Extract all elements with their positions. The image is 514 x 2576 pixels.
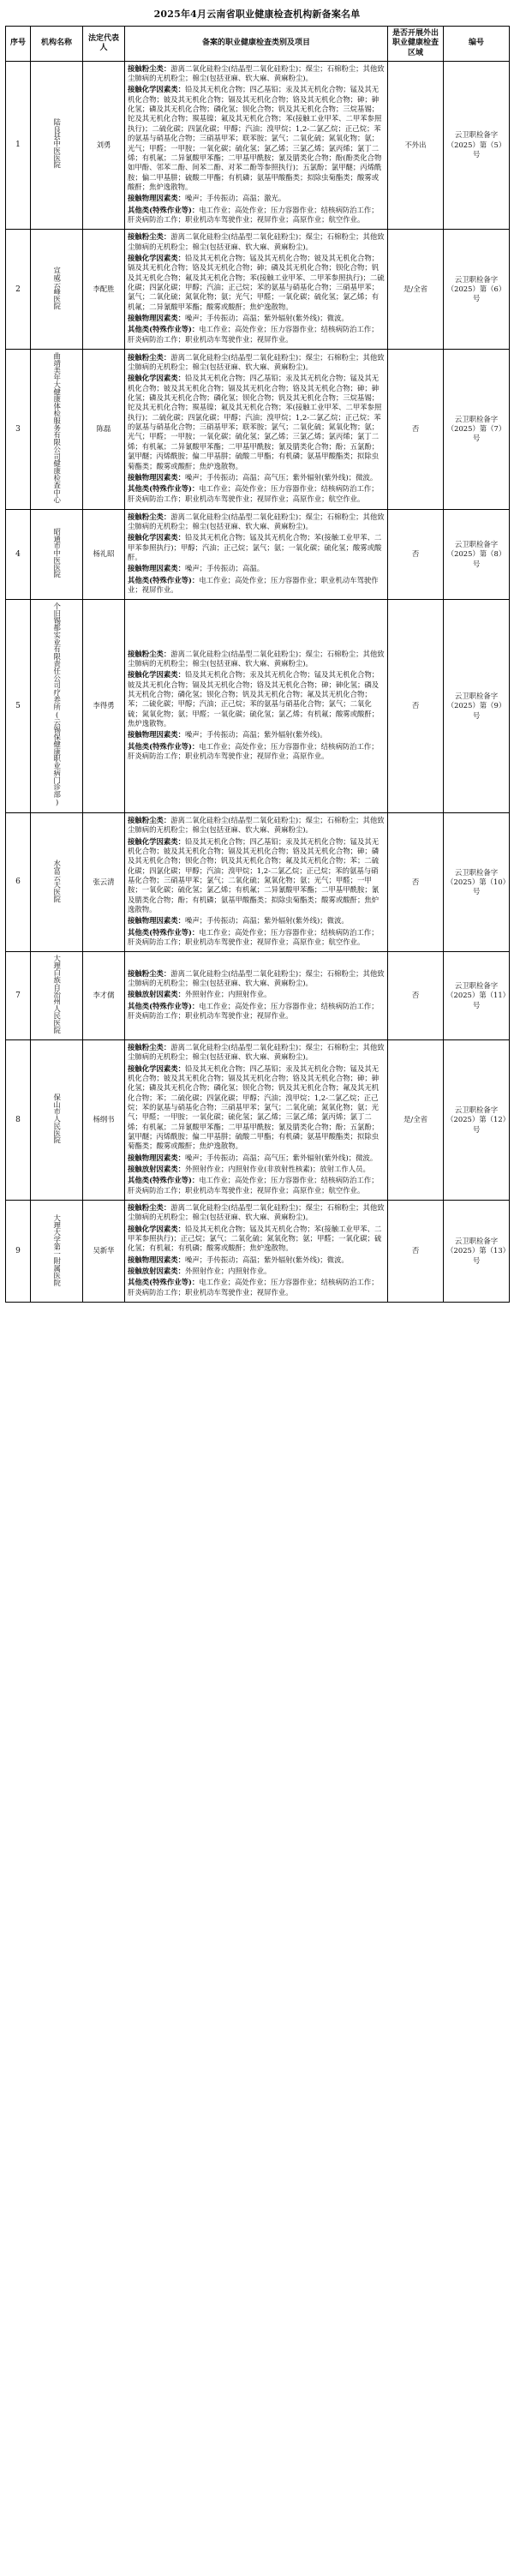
table-row bbox=[6, 350, 510, 510]
org-name: 大理大学第一附属医院 bbox=[52, 1213, 62, 1286]
item-text: 铅及其无机化合物；汞及其无机化合物；锰及其无机化合物；铍及其无机化合物；镉及其无机化合物；铬及其无机化合物；砷；砷化氢；磷及其无机化合物；磷化氢；钡化合物；钒及其无机化合物；氟及其无机化合物；苯；二硫化碳；甲醇；汽油；正己烷；苯的氨基与硝基化合物；氯气；二氧化硫；氮氧化物；氨；甲醛；一氧化碳；硫化氢；氯乙烯；有机氟；酸雾或酸酐；焦炉逸散物。 bbox=[128, 670, 380, 728]
row-org bbox=[31, 509, 83, 600]
document-title: 2025年4月云南省职业健康检查机构新备案名单 bbox=[153, 9, 361, 20]
table-row bbox=[6, 1201, 510, 1303]
item-text: 游离二氧化硅粉尘(结晶型二氧化硅粉尘)；煤尘；石棉粉尘；其他致尘肺病的无机粉尘；棉尘(包括亚麻、软大麻、黄麻粉尘)。 bbox=[128, 63, 385, 83]
table-row bbox=[6, 600, 510, 812]
item-label: 其他类(特殊作业等)： bbox=[128, 484, 200, 494]
item-paragraph bbox=[128, 232, 385, 252]
item-paragraph bbox=[128, 1278, 385, 1297]
row-items bbox=[125, 61, 388, 230]
row-seq: 5 bbox=[6, 600, 31, 812]
row-number: 云卫职检备字（2025）第（6）号 bbox=[444, 230, 510, 350]
item-text: 电工作业；高处作业；压力容器作业；结核病防治工作；肝炎病防治工作；职业机动车驾驶作业；视屏作业；高原作业；航空作业。 bbox=[128, 205, 379, 224]
row-rep: 李配胜 bbox=[83, 230, 125, 350]
item-label: 接触粉尘类： bbox=[128, 232, 171, 242]
item-label: 接触物理因素类： bbox=[128, 916, 185, 926]
item-text: 噪声；手传振动；高温；高气压；紫外辐射(紫外线)；微波。 bbox=[185, 1153, 378, 1162]
item-label: 接触粉尘类： bbox=[128, 1203, 171, 1213]
item-label: 接触物理因素类： bbox=[128, 314, 185, 322]
item-label: 接触物理因素类： bbox=[128, 1255, 185, 1264]
item-label: 接触放射因素类： bbox=[128, 990, 185, 999]
item-text: 铅及其无机化合物；四乙基铅；汞及其无机化合物；锰及其无机化合物；铍及其无机化合物；镉及其无机化合物；铬及其无机化合物；砷；磷及其无机化合物；钡化合物；钒及其无机化合物；氟及其无机化合物；苯；二硫化碳；四氯化碳；甲醇；汽油；溴甲烷；1,2-二氯乙烷；正己烷；苯的氨基与硝基化合物；三硝基甲苯；氯气；二氧化硫；氮氧化物；氨；光气；甲醛；一甲胺；一氧化碳；硫化氢；氯乙烯；有机氟；二异氰酸甲苯酯；二甲基甲酰胺；氰及腈类化合物；酚；有机磷；氨基甲酸酯类；拟除虫菊酯类；酸雾或酸酐；焦炉逸散物。 bbox=[128, 836, 380, 914]
row-org bbox=[31, 1039, 83, 1200]
item-label: 接触粉尘类： bbox=[128, 512, 171, 521]
row-cross: 否 bbox=[388, 812, 444, 951]
row-number: 云卫职检备字（2025）第（12）号 bbox=[444, 1039, 510, 1200]
item-paragraph bbox=[128, 325, 385, 344]
row-seq: 9 bbox=[6, 1201, 31, 1303]
row-seq: 1 bbox=[6, 61, 31, 230]
item-text: 铅及其无机化合物；锰及其无机化合物；苯(接触工业甲苯、二甲苯参照执行)；正己烷；氯气；二氧化硫；氮氧化物；氨；甲醛；一氧化碳；硫化氢；有机氟；有机磷；酸雾或酸酐；焦炉逸散物。 bbox=[128, 1224, 382, 1253]
row-cross: 是/全省 bbox=[388, 1039, 444, 1200]
item-paragraph bbox=[128, 484, 385, 504]
item-text: 电工作业；高处作业；压力容器作业；结核病防治工作；肝炎病防治工作；职业机动车驾驶作业；视屏作业。 bbox=[128, 1278, 379, 1297]
row-items bbox=[125, 230, 388, 350]
row-number: 云卫职检备字（2025）第（5）号 bbox=[444, 61, 510, 230]
item-paragraph bbox=[128, 564, 385, 573]
item-text: 游离二氧化硅粉尘(结晶型二氧化硅粉尘)；煤尘；石棉粉尘；其他致尘肺病的无机粉尘；棉尘(包括亚麻、软大麻、黄麻粉尘)。 bbox=[128, 512, 385, 530]
item-text: 电工作业；高处作业；压力容器作业；结核病防治工作；肝炎病防治工作；职业机动车驾驶作业；视屏作业；高原作业；航空作业。 bbox=[128, 1176, 379, 1195]
item-label: 接触放射因素类： bbox=[128, 1165, 185, 1174]
row-number: 云卫职检备字（2025）第（9）号 bbox=[444, 600, 510, 812]
item-text: 铅及其无机化合物；锰及其无机化合物；铍及其无机化合物；镉及其无机化合物；铬及其无机化合物；砷；磷及其无机化合物；钡化合物；钒及其无机化合物；氟及其无机化合物；苯(接触工业甲苯、二甲苯参照执行)；二硫化碳；四氯化碳；甲醇；汽油；正己烷；苯的氨基与硝基化合物；三硝基甲苯；氯气；二氧化硫；氮氧化物；氨；光气；甲醛；一氧化碳；硫化氢；氯乙烯；有机氟；二异氰酸甲苯酯；酸雾或酸酐；焦炉逸散物。 bbox=[128, 253, 385, 311]
item-label: 其他类(特殊作业等)： bbox=[128, 325, 200, 334]
item-label: 接触物理因素类： bbox=[128, 194, 185, 203]
row-items bbox=[125, 350, 388, 510]
row-org bbox=[31, 1201, 83, 1303]
item-paragraph bbox=[128, 512, 385, 532]
item-paragraph bbox=[128, 670, 385, 728]
item-label: 接触粉尘类： bbox=[128, 352, 171, 362]
item-text: 噪声；手传振动；高温；紫外辐射(紫外线)；微波。 bbox=[185, 314, 349, 322]
row-rep: 杨纲书 bbox=[83, 1039, 125, 1200]
item-text: 噪声；手传振动；高温；紫外辐射(紫外线)。 bbox=[185, 730, 327, 740]
item-paragraph bbox=[128, 816, 385, 836]
item-text: 电工作业；高处作业；压力容器作业；结核病防治工作；肝炎病防治工作；职业机动车驾驶作业；视屏作业；高原作业；航空作业。 bbox=[128, 484, 379, 503]
org-name: 曲靖美年大健康体检服务有限公司健康检查中心 bbox=[52, 352, 62, 504]
item-text: 噪声；手传振动；高温；紫外辐射(紫外线)；微波。 bbox=[185, 1255, 349, 1264]
item-paragraph bbox=[128, 64, 385, 84]
item-label: 其他类(特殊作业等)： bbox=[128, 205, 200, 214]
item-text: 游离二氧化硅粉尘(结晶型二氧化硅粉尘)；煤尘；石棉粉尘；其他致尘肺病的无机粉尘；棉尘(包括亚麻、软大麻、黄麻粉尘)。 bbox=[128, 352, 385, 372]
table-row bbox=[6, 952, 510, 1040]
table-row bbox=[6, 1039, 510, 1200]
row-number: 云卫职检备字（2025）第（11）号 bbox=[444, 952, 510, 1040]
item-text: 游离二氧化硅粉尘(结晶型二氧化硅粉尘)；煤尘；石棉粉尘；其他致尘肺病的无机粉尘；棉尘(包括亚麻、软大麻、黄麻粉尘)。 bbox=[128, 1042, 385, 1062]
item-label: 其他类(特殊作业等)： bbox=[128, 575, 200, 584]
item-text: 游离二氧化硅粉尘(结晶型二氧化硅粉尘)；煤尘；石棉粉尘；其他致尘肺病的无机粉尘；棉尘(包括亚麻、软大麻、黄麻粉尘)。 bbox=[128, 649, 385, 668]
item-label: 其他类(特殊作业等)： bbox=[128, 1176, 200, 1185]
item-text: 噪声；手传振动；高温。 bbox=[185, 564, 265, 573]
header-row bbox=[6, 27, 510, 62]
item-label: 接触化学因素类： bbox=[128, 533, 185, 542]
row-rep: 刘勇 bbox=[83, 61, 125, 230]
org-name: 昭通市中医医院 bbox=[52, 527, 62, 578]
row-number: 云卫职检备字（2025）第（8）号 bbox=[444, 509, 510, 600]
item-paragraph bbox=[128, 1176, 385, 1195]
row-cross: 是/全省 bbox=[388, 230, 444, 350]
item-paragraph bbox=[128, 730, 385, 740]
item-paragraph bbox=[128, 1255, 385, 1265]
row-rep: 李才儒 bbox=[83, 952, 125, 1040]
item-text: 电工作业；高处作业；压力容器作业；职业机动车驾驶作业；视屏作业。 bbox=[128, 575, 379, 594]
item-text: 游离二氧化硅粉尘(结晶型二氧化硅粉尘)；煤尘；石棉粉尘；其他致尘肺病的无机粉尘；棉尘(包括亚麻、软大麻、黄麻粉尘)。 bbox=[128, 1203, 385, 1222]
row-cross: 不外出 bbox=[388, 61, 444, 230]
item-label: 接触化学因素类： bbox=[128, 836, 185, 846]
row-cross: 否 bbox=[388, 350, 444, 510]
item-paragraph bbox=[128, 1267, 385, 1276]
item-label: 接触放射因素类： bbox=[128, 1267, 185, 1276]
item-paragraph bbox=[128, 206, 385, 225]
row-org bbox=[31, 230, 83, 350]
item-paragraph bbox=[128, 254, 385, 312]
table-row bbox=[6, 61, 510, 230]
row-rep: 吴新华 bbox=[83, 1201, 125, 1303]
item-label: 接触粉尘类： bbox=[128, 63, 171, 73]
item-text: 铅及其无机化合物；锰及其无机化合物；苯(接触工业甲苯、二甲苯参照执行)；甲醇；汽油；正己烷；氯气；氨；一氧化碳；硫化氢；酸雾或酸酐。 bbox=[128, 533, 382, 561]
table-header bbox=[6, 27, 510, 62]
item-text: 噪声；手传振动；高温；高气压；紫外辐射(紫外线)；微波。 bbox=[185, 472, 378, 482]
row-number: 云卫职检备字（2025）第（10）号 bbox=[444, 812, 510, 951]
header-rep: 法定代表人 bbox=[83, 27, 125, 62]
item-label: 接触化学因素类： bbox=[128, 1063, 185, 1073]
item-text: 噪声；手传振动；高温；紫外辐射(紫外线)；微波。 bbox=[185, 916, 349, 926]
item-text: 电工作业；高处作业；压力容器作业；结核病防治工作；肝炎病防治工作；职业机动车驾驶作业；视屏作业。 bbox=[128, 325, 379, 344]
item-text: 游离二氧化硅粉尘(结晶型二氧化硅粉尘)；煤尘；石棉粉尘；其他致尘肺病的无机粉尘；棉尘(包括亚麻、软大麻、黄麻粉尘)。 bbox=[128, 968, 385, 988]
table-body bbox=[6, 61, 510, 1302]
row-seq: 6 bbox=[6, 812, 31, 951]
row-seq: 3 bbox=[6, 350, 31, 510]
row-rep: 张云清 bbox=[83, 812, 125, 951]
row-items bbox=[125, 600, 388, 812]
item-paragraph bbox=[128, 1043, 385, 1063]
row-seq: 4 bbox=[6, 509, 31, 600]
org-name: 宣威云峰医院 bbox=[52, 266, 62, 310]
item-label: 其他类(特殊作业等)： bbox=[128, 927, 200, 937]
item-text: 电工作业；高处作业；压力容器作业；结核病防治工作；肝炎病防治工作；职业机动车驾驶作业；视屏作业；高原作业。 bbox=[128, 741, 379, 761]
item-label: 接触物理因素类： bbox=[128, 472, 185, 482]
row-items bbox=[125, 1201, 388, 1303]
row-items bbox=[125, 509, 388, 600]
item-paragraph bbox=[128, 1225, 385, 1254]
header-seq: 序号 bbox=[6, 27, 31, 62]
row-org bbox=[31, 350, 83, 510]
row-cross: 否 bbox=[388, 600, 444, 812]
item-text: 铅及其无机化合物；四乙基铅；汞及其无机化合物；锰及其无机化合物；铍及其无机化合物；镉及其无机化合物；铬及其无机化合物；砷；砷化氢；磷及其无机化合物；磷化氢；钡化合物；钒及其无机化合物；三烷基锡；铊及其无机化合物；羰基镍；氟及其无机化合物；苯(接触工业甲苯、二甲苯参照执行)；二硫化碳；四氯化碳；甲醇；汽油；溴甲烷；1,2-二氯乙烷；正己烷；苯的氨基与硝基化合物；三硝基甲苯；联苯胺；氯气；二氧化硫；氮氧化物；氨；光气；甲醛；一甲胺；一氧化碳；硫化氢；氯乙烯；三氯乙烯；氯丙烯；氯丁二烯；有机氟；二异氰酸甲苯酯；二甲基甲酰胺；氰及腈类化合物；酚(酚类化合物如甲酚、邻苯二酚、间苯二酚、对苯二酚等参照执行)；五氯酚；氯甲醚；丙烯酰胺；偏二甲基肼；硫酸二甲酯；有机磷；氨基甲酸酯类；拟除虫菊酯类；酸雾或酸酐；焦炉逸散物。 bbox=[128, 85, 382, 191]
item-label: 接触粉尘类： bbox=[128, 649, 171, 658]
item-label: 接触物理因素类： bbox=[128, 1153, 185, 1162]
row-org bbox=[31, 61, 83, 230]
item-label: 接触化学因素类： bbox=[128, 85, 185, 94]
item-text: 铅及其无机化合物；四乙基铅；汞及其无机化合物；锰及其无机化合物；铍及其无机化合物；镉及其无机化合物；铬及其无机化合物；砷；砷化氢；磷及其无机化合物；磷化氢；钡化合物；钒及其无机化合物；三烷基锡；铊及其无机化合物；羰基镍；氟及其无机化合物；苯(接触工业甲苯、二甲苯参照执行)；二硫化碳；四氯化碳；甲醇；汽油；溴甲烷；1,2-二氯乙烷；正己烷；苯的氨基与硝基化合物；三硝基甲苯；联苯胺；氯气；二氧化硫；氮氧化物；氨；光气；甲醛；一甲胺；一氧化碳；硫化氢；氯乙烯；三氯乙烯；氯丙烯；氯丁二烯；有机氟；二异氰酸甲苯酯；二甲基甲酰胺；氰及腈类化合物；酚；五氯酚；氯甲醚；丙烯酰胺；偏二甲基肼；硫酸二甲酯；有机磷；氨基甲酸酯类；拟除虫菊酯类；酸雾或酸酐；焦炉逸散物。 bbox=[128, 374, 382, 470]
item-paragraph bbox=[128, 742, 385, 762]
item-text: 游离二氧化硅粉尘(结晶型二氧化硅粉尘)；煤尘；石棉粉尘；其他致尘肺病的无机粉尘；棉尘(包括亚麻、软大麻、黄麻粉尘)。 bbox=[128, 815, 385, 835]
row-rep: 陈磊 bbox=[83, 350, 125, 510]
item-paragraph bbox=[128, 650, 385, 669]
row-number: 云卫职检备字（2025）第（13）号 bbox=[444, 1201, 510, 1303]
org-name: 陆良县中医医院 bbox=[52, 118, 62, 170]
row-items bbox=[125, 812, 388, 951]
item-paragraph bbox=[128, 1153, 385, 1163]
item-text: 噪声；手传振动；高温；激光。 bbox=[185, 194, 286, 203]
table-row bbox=[6, 509, 510, 600]
item-paragraph bbox=[128, 533, 385, 562]
item-paragraph bbox=[128, 928, 385, 948]
header-no: 编号 bbox=[444, 27, 510, 62]
row-org bbox=[31, 952, 83, 1040]
item-text: 游离二氧化硅粉尘(结晶型二氧化硅粉尘)；煤尘；石棉粉尘；其他致尘肺病的无机粉尘；棉尘(包括亚麻、软大麻、黄麻粉尘)。 bbox=[128, 232, 385, 251]
table-row bbox=[6, 812, 510, 951]
item-text: 外照射作业；内照射作业。 bbox=[185, 1267, 272, 1276]
item-text: 电工作业；高处作业；压力容器作业；结核病防治工作；肝炎病防治工作；职业机动车驾驶作业；视屏作业。 bbox=[128, 1001, 379, 1021]
item-label: 接触粉尘类： bbox=[128, 1042, 171, 1051]
item-paragraph bbox=[128, 314, 385, 323]
item-paragraph bbox=[128, 353, 385, 373]
item-text: 外照射作业；内照射作业。 bbox=[185, 990, 272, 999]
item-paragraph bbox=[128, 1203, 385, 1223]
org-name: 水富云天医院 bbox=[52, 859, 62, 903]
item-label: 其他类(特殊作业等)： bbox=[128, 741, 200, 751]
row-items bbox=[125, 952, 388, 1040]
item-text: 铅及其无机化合物；四乙基铅；汞及其无机化合物；锰及其无机化合物；铍及其无机化合物；镉及其无机化合物；铬及其无机化合物；砷；砷化氢；磷及其无机化合物；磷化氢；钡化合物；钒及其无机化合物；氟及其无机化合物；苯；二硫化碳；四氯化碳；甲醇；汽油；溴甲烷；1,2-二氯乙烷；正己烷；苯的氨基与硝基化合物；三硝基甲苯；氯气；二氧化硫；氮氧化物；氨；光气；甲醛；一甲胺；一氧化碳；硫化氢；氯乙烯；三氯乙烯；氯丙烯；氯丁二烯；有机氟；二异氰酸甲苯酯；二甲基甲酰胺；氰及腈类化合物；酚；五氯酚；氯甲醚；丙烯酰胺；偏二甲基肼；硫酸二甲酯；有机磷；氨基甲酸酯类；拟除虫菊酯类；酸雾或酸酐；焦炉逸散物。 bbox=[128, 1063, 380, 1151]
item-paragraph bbox=[128, 990, 385, 999]
item-paragraph bbox=[128, 473, 385, 482]
row-cross: 否 bbox=[388, 1201, 444, 1303]
org-name: 保山市人民医院 bbox=[52, 1093, 62, 1144]
row-rep: 杨礼昭 bbox=[83, 509, 125, 600]
row-items bbox=[125, 1039, 388, 1200]
row-cross: 否 bbox=[388, 509, 444, 600]
item-label: 接触化学因素类： bbox=[128, 374, 185, 383]
row-rep: 李得勇 bbox=[83, 600, 125, 812]
item-label: 接触化学因素类： bbox=[128, 253, 185, 262]
row-seq: 2 bbox=[6, 230, 31, 350]
item-paragraph bbox=[128, 1165, 385, 1174]
row-org bbox=[31, 812, 83, 951]
row-seq: 7 bbox=[6, 952, 31, 1040]
org-name: 大理白族自治州人民医院 bbox=[52, 955, 62, 1034]
registry-table bbox=[5, 26, 510, 1303]
header-cross: 是否开展外出职业健康检查区域 bbox=[388, 27, 444, 62]
item-label: 接触化学因素类： bbox=[128, 670, 185, 680]
org-name: 个旧锡都实业有限责任公司疗养所(云锡保健康职业病门诊部) bbox=[52, 602, 62, 807]
row-cross: 否 bbox=[388, 952, 444, 1040]
row-number: 云卫职检备字（2025）第（7）号 bbox=[444, 350, 510, 510]
item-text: 外照射作业；内照射作业(非放射性核素)；放射工作人员。 bbox=[185, 1165, 370, 1174]
item-text: 电工作业；高处作业；压力容器作业；结核病防治工作；肝炎病防治工作；职业机动车驾驶作业；视屏作业；高原作业；航空作业。 bbox=[128, 927, 379, 946]
header-org: 机构名称 bbox=[31, 27, 83, 62]
item-label: 其他类(特殊作业等)： bbox=[128, 1001, 200, 1010]
item-paragraph bbox=[128, 1064, 385, 1152]
row-org bbox=[31, 600, 83, 812]
item-label: 接触物理因素类： bbox=[128, 564, 185, 573]
item-paragraph bbox=[128, 194, 385, 203]
table-row bbox=[6, 230, 510, 350]
item-label: 其他类(特殊作业等)： bbox=[128, 1278, 200, 1287]
item-paragraph bbox=[128, 916, 385, 926]
item-label: 接触粉尘类： bbox=[128, 968, 171, 978]
item-paragraph bbox=[128, 837, 385, 915]
item-paragraph bbox=[128, 1002, 385, 1021]
row-seq: 8 bbox=[6, 1039, 31, 1200]
header-items: 备案的职业健康检查类别及项目 bbox=[125, 27, 388, 62]
item-label: 接触物理因素类： bbox=[128, 730, 185, 740]
item-paragraph bbox=[128, 969, 385, 989]
item-paragraph bbox=[128, 576, 385, 596]
item-label: 接触化学因素类： bbox=[128, 1224, 185, 1233]
item-paragraph bbox=[128, 85, 385, 192]
item-label: 接触粉尘类： bbox=[128, 815, 171, 824]
item-paragraph bbox=[128, 374, 385, 470]
